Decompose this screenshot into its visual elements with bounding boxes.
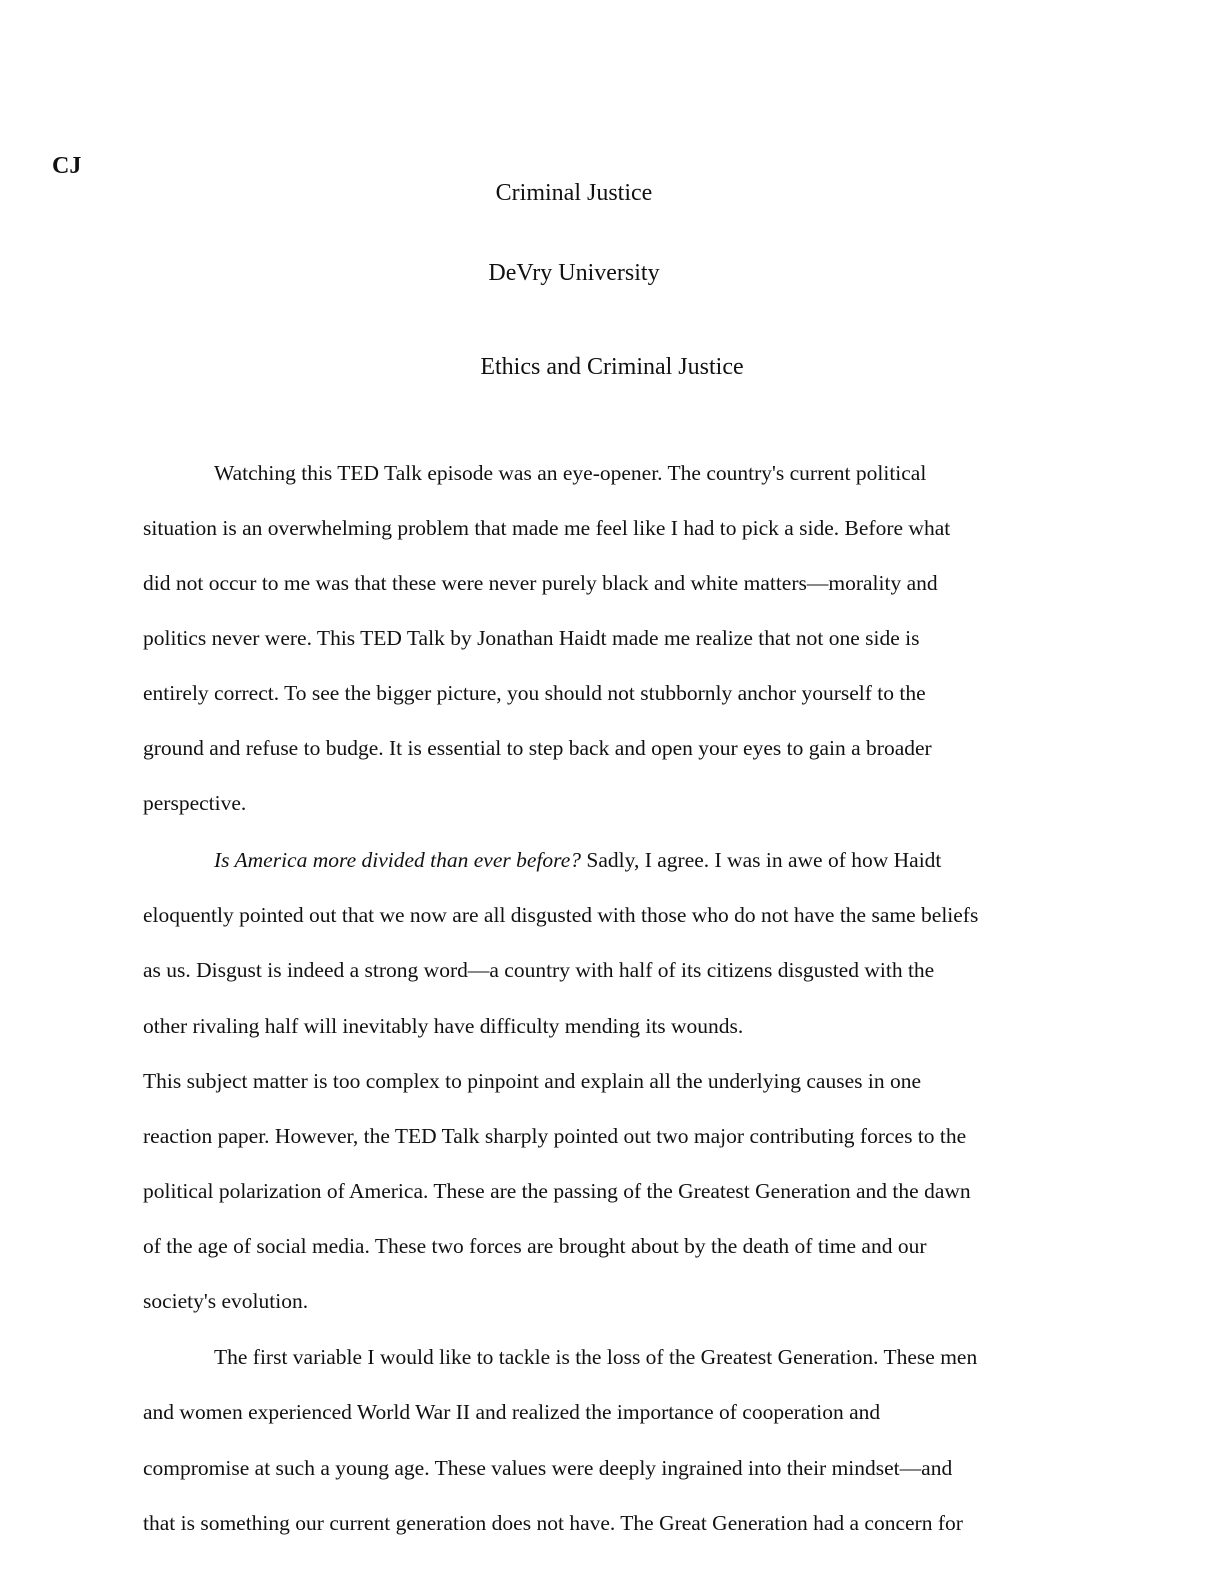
paragraph-3-line: This subject matter is too complex to pinpoint and explain all the underlying causes in one — [143, 1069, 922, 1093]
paragraph-2-line: as us. Disgust is indeed a strong word—a country with half of its citizens disgusted with the — [143, 958, 935, 982]
paper-title: Ethics and Criminal Justice — [480, 354, 744, 380]
paragraph-1-line: perspective. — [143, 791, 247, 815]
paragraph-4-line: that is something our current generation does not have. The Great Generation had a concern for — [143, 1511, 963, 1535]
paragraph-3-line: of the age of social media. These two forces are brought about by the death of time and our — [143, 1234, 927, 1258]
paragraph-1-line: situation is an overwhelming problem that made me feel like I had to pick a side. Before what — [143, 516, 951, 540]
rhetorical-question: Is America more divided than ever before? — [214, 848, 581, 872]
paragraph-1-line: did not occur to me was that these were never purely black and white matters—morality and — [143, 571, 938, 595]
paragraph-1-line: entirely correct. To see the bigger picture, you should not stubbornly anchor yourself to the — [143, 681, 926, 705]
paragraph-2-first-rest: Sadly, I agree. I was in awe of how Haidt — [581, 848, 942, 872]
paragraph-4-line: compromise at such a young age. These values were deeply ingrained into their mindset—and — [143, 1456, 953, 1480]
paragraph-2-line — [214, 845, 941, 875]
course-name: Criminal Justice — [495, 180, 653, 206]
paragraph-3-line: reaction paper. However, the TED Talk sharply pointed out two major contributing forces to the — [143, 1124, 967, 1148]
paragraph-1-line: Watching this TED Talk episode was an eye-opener. The country's current political — [214, 461, 927, 485]
paragraph-2-line: eloquently pointed out that we now are all disgusted with those who do not have the same beliefs — [143, 903, 979, 927]
paragraph-4-line: and women experienced World War II and realized the importance of cooperation and — [143, 1400, 881, 1424]
paragraph-1-line: politics never were. This TED Talk by Jonathan Haidt made me realize that not one side is — [143, 626, 920, 650]
running-header: CJ — [52, 153, 82, 179]
paragraph-3-line: society's evolution. — [143, 1289, 309, 1313]
paragraph-1-line: ground and refuse to budge. It is essential to step back and open your eyes to gain a broader — [143, 736, 932, 760]
paragraph-4-line: The first variable I would like to tackle is the loss of the Greatest Generation. These men — [214, 1345, 978, 1369]
institution-name: DeVry University — [488, 260, 660, 286]
paragraph-2-line: other rivaling half will inevitably have difficulty mending its wounds. — [143, 1014, 744, 1038]
paragraph-3-line: political polarization of America. These are the passing of the Greatest Generation and the dawn — [143, 1179, 971, 1203]
